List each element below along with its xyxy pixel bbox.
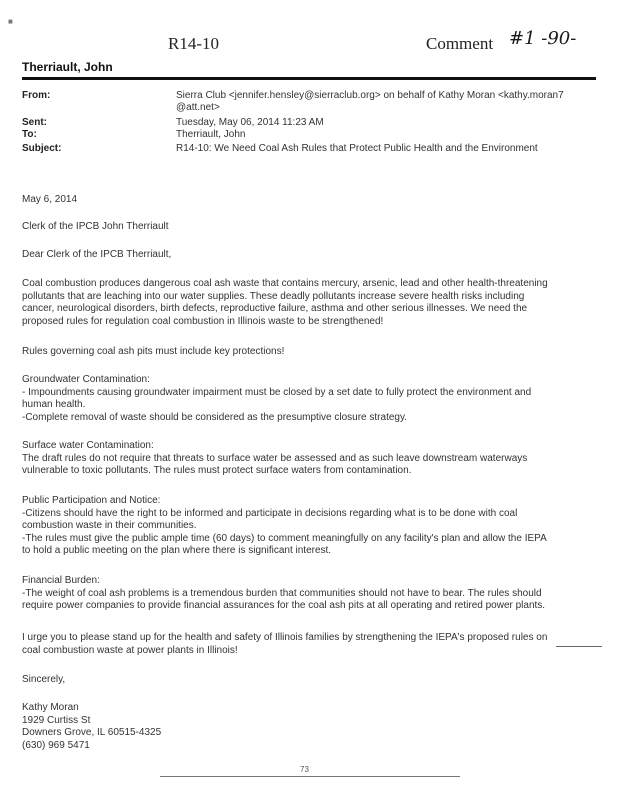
letter-salutation: Dear Clerk of the IPCB Therriault, <box>22 249 172 260</box>
scan-mark: ■ <box>8 17 13 26</box>
to-value: Therriault, John <box>176 129 246 140</box>
public-participation-section: Public Participation and Notice: -Citizens should have the right to be informed and participate in decisions regarding what is to be done with coal combustion waste in their communities. -The rules must give the public ample time (60 days) to comment meaningfully on any facility's plan and allow the IEPA to hold a public meeting on the plan where there is significant interest. <box>22 495 547 556</box>
subject-value: R14-10: We Need Coal Ash Rules that Protect Public Health and the Environment <box>176 143 538 154</box>
header-divider <box>22 77 596 80</box>
letter-recipient: Clerk of the IPCB John Therriault <box>22 221 169 232</box>
surface-water-section: Surface water Contamination: The draft rules do not require that threats to surface water be assessed and as such leave downstream waterways vulnerable to toxic pollutants. The rules must protect surface waters from contamination. <box>22 440 528 476</box>
comment-number: #1 -90- <box>509 28 577 49</box>
docket-number: R14-10 <box>168 34 219 53</box>
subject-label: Subject: <box>22 143 62 154</box>
rules-intro: Rules governing coal ash pits must include key protections! <box>22 346 285 357</box>
signature-block: Kathy Moran 1929 Curtiss St Downers Grove, IL 60515-4325 (630) 969 5471 <box>22 702 162 751</box>
letter-date: May 6, 2014 <box>22 194 78 205</box>
groundwater-section: Groundwater Contamination: - Impoundments causing groundwater impairment must be closed by a set date to fully protect the environment and human health. -Complete removal of waste should be considered as the presumptive closure strategy. <box>22 374 532 423</box>
scan-underline <box>556 646 602 647</box>
to-label: To: <box>22 129 37 140</box>
financial-burden-section: Financial Burden: -The weight of coal ash problems is a tremendous burden that communities should not have to bear. The rules should require power companies to provide financial assurances for the coal ash pits at all operating and retired power plants. <box>22 575 546 611</box>
page-number: 73 <box>300 765 309 774</box>
sent-label: Sent: <box>22 117 47 128</box>
from-value: Sierra Club <jennifer.hensley@sierraclub.org> on behalf of Kathy Moran <kathy.moran7 @att.net> <box>176 90 564 113</box>
from-label: From: <box>22 90 51 101</box>
letter-signoff: Sincerely, <box>22 674 66 685</box>
footer-line <box>160 776 460 777</box>
closing-paragraph: I urge you to please stand up for the health and safety of Illinois families by strengthening the IEPA's proposed rules on coal combustion waste at power plants in Illinois! <box>22 632 548 656</box>
sender-name: Therriault, John <box>22 60 113 74</box>
comment-label: Comment <box>426 34 494 53</box>
intro-paragraph: Coal combustion produces dangerous coal ash waste that contains mercury, arsenic, lead and other health-threatening pollutants that are leaching into our water supplies. These deadly pollutants increase severe health risks including cancer, neurological disorders, birth defects, reproductive failure, asthma and other serious illnesses. We need the proposed rules for regulation coal combustion in Illinois waste to be strengthened! <box>22 278 548 327</box>
sent-value: Tuesday, May 06, 2014 11:23 AM <box>176 117 324 128</box>
